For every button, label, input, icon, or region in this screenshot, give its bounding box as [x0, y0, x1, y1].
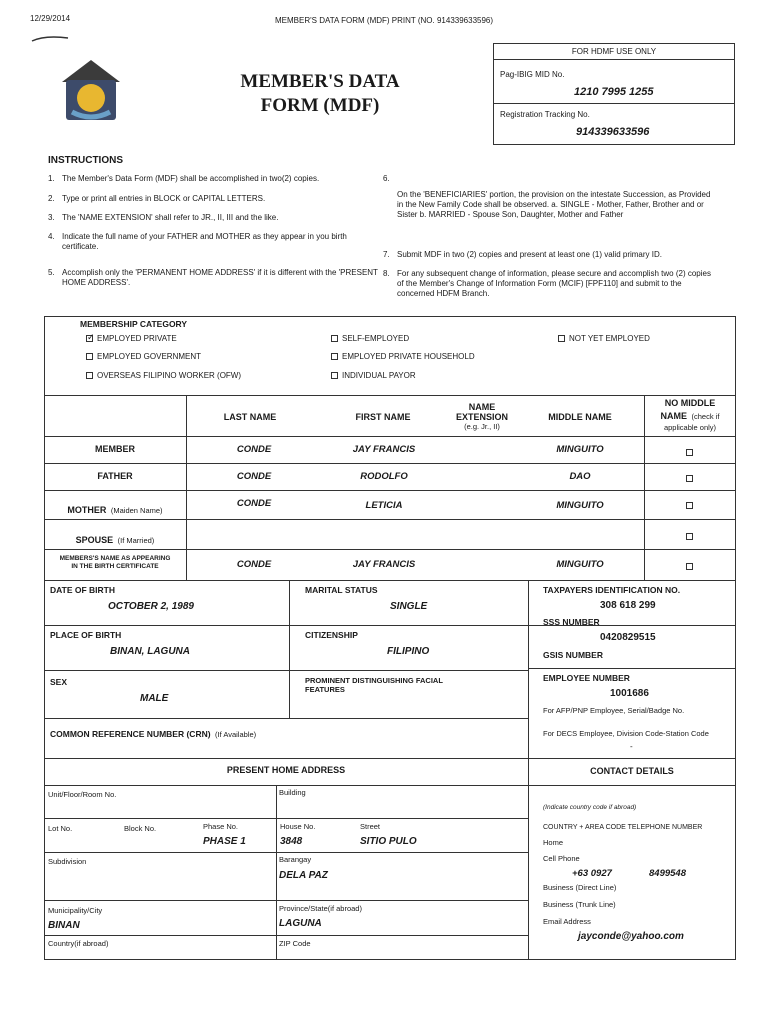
membership-title: MEMBERSHIP CATEGORY — [80, 319, 188, 329]
unit-label: Unit/Floor/Room No. — [48, 790, 117, 799]
checkbox-icon[interactable] — [86, 353, 93, 360]
zip-label: ZIP Code — [279, 939, 311, 948]
option-employed-private-household[interactable]: EMPLOYED PRIVATE HOUSEHOLD — [331, 352, 475, 361]
rtn-label: Registration Tracking No. — [500, 110, 590, 119]
table-row: MEMBER CONDE JAY FRANCIS MINGUITO — [44, 436, 736, 463]
mid-label: Pag-IBIG MID No. — [500, 70, 565, 79]
house-label: House No. — [280, 822, 316, 831]
header-middle-name: MIDDLE NAME — [548, 412, 612, 422]
pob-label: PLACE OF BIRTH — [50, 630, 122, 640]
block-label: Block No. — [124, 824, 157, 833]
table-row: FATHER CONDE RODOLFO DAO — [44, 463, 736, 490]
checkbox-icon[interactable] — [558, 335, 565, 342]
gsis-label: GSIS NUMBER — [543, 650, 603, 660]
cell-phone-number: 8499548 — [649, 868, 686, 879]
hdmf-use-title: FOR HDMF USE ONLY — [571, 47, 657, 56]
tin-label: TAXPAYERS IDENTIFICATION NO. — [543, 585, 681, 595]
house-value: 3848 — [280, 836, 303, 847]
country-label: Country(if abroad) — [48, 939, 109, 948]
print-date: 12/29/2014 — [30, 14, 71, 23]
contact-code-header: COUNTRY + AREA CODE TELEPHONE NUMBER — [543, 824, 703, 831]
present-address-title: PRESENT HOME ADDRESS — [226, 765, 346, 775]
table-row: MOTHER (Maiden Name) CONDE LETICIA MINGUITO — [44, 490, 736, 519]
table-row: SPOUSE (If Married) — [44, 519, 736, 549]
checkbox-icon[interactable] — [686, 449, 693, 456]
instructions-right: 6. On the 'BENEFICIARIES' portion, the provision on the intestate Succession, as Provided in the New Family Code shall be observed. a. SINGLE - Mother, Father, Brother and or Sister b. MARRIED - Spouse Son, Daughter, Mother and Father 7. Submit MDF in two (2) copies and present at least one (1) valid primary ID. 8. For any subsequent change of information, please secure and accomplish two (2) copies of the Member's Change of Information Form (MCIF) [FPF110] and submit to the concerned HDFM Branch. — [383, 174, 711, 298]
decs-value: - — [630, 742, 633, 751]
header-name-extension: NAME EXTENSION (e.g. Jr., II) — [455, 402, 508, 431]
afp-note: For AFP/PNP Employee, Serial/Badge No. — [543, 706, 685, 715]
cell-phone-code: +63 0927 — [572, 868, 612, 879]
option-self-employed[interactable]: SELF-EMPLOYED — [331, 334, 409, 343]
checkbox-icon[interactable] — [331, 353, 338, 360]
checkbox-icon[interactable] — [686, 475, 693, 482]
checkbox-icon[interactable] — [331, 372, 338, 379]
lot-label: Lot No. — [48, 824, 73, 833]
barangay-value: DELA PAZ — [279, 870, 328, 881]
citizenship-label: CITIZENSHIP — [305, 630, 358, 640]
header-first-name: FIRST NAME — [355, 412, 411, 422]
sex-label: SEX — [50, 677, 68, 687]
municipality-label: Municipality/City — [48, 906, 103, 915]
form-title: MEMBER'S DATA FORM (MDF) — [240, 71, 400, 116]
sss-label: SSS NUMBER — [543, 617, 600, 627]
rtn-value: 914339633596 — [576, 126, 650, 138]
municipality-value: BINAN — [48, 920, 80, 931]
header-no-middle-name: NO MIDDLE NAME (check if applicable only) — [660, 398, 720, 432]
subdivision-label: Subdivision — [48, 857, 87, 866]
marital-value: SINGLE — [390, 601, 428, 612]
option-employed-private[interactable]: ✓EMPLOYED PRIVATE — [86, 334, 177, 343]
sss-value: 0420829515 — [600, 632, 656, 643]
facial-label: PROMINENT DISTINGUISHING FACIAL FEATURES — [305, 676, 443, 694]
header-last-name: LAST NAME — [223, 412, 277, 422]
email-value: jayconde@yahoo.com — [578, 931, 684, 942]
decs-note: For DECS Employee, Division Code-Station Code — [543, 729, 709, 738]
checkbox-icon[interactable] — [686, 533, 693, 540]
phase-label: Phase No. — [203, 822, 239, 831]
pob-value: BINAN, LAGUNA — [110, 646, 190, 657]
option-not-yet-employed[interactable]: NOT YET EMPLOYED — [558, 334, 650, 343]
contact-note: (Indicate country code if abroad) — [543, 804, 637, 811]
instructions-left: 1. The Member's Data Form (MDF) shall be accomplished in two(2) copies. 2. Type or print all entries in BLOCK or CAPITAL LETTERS. 3. The 'NAME EXTENSION' shall refer to JR., II, III and the like. 4. Indicate the full name of your FATHER and MOTHER as they appear in you birth certificate. 5. Accomplish only the 'PERMANENT HOME ADDRESS' if it is different with the 'PRESENT HOME ADDRESS'. — [48, 174, 378, 287]
checkbox-icon[interactable] — [331, 335, 338, 342]
employee-number-label: EMPLOYEE NUMBER — [543, 673, 630, 683]
tin-value: 308 618 299 — [600, 600, 656, 611]
option-employed-government[interactable]: EMPLOYED GOVERNMENT — [86, 352, 201, 361]
dob-value: OCTOBER 2, 1989 — [108, 601, 194, 612]
checkbox-icon[interactable] — [86, 335, 93, 342]
signature-mark — [30, 30, 70, 38]
checkbox-icon[interactable] — [86, 372, 93, 379]
phase-value: PHASE 1 — [203, 836, 246, 847]
option-ofw[interactable]: OVERSEAS FILIPINO WORKER (OFW) — [86, 371, 241, 380]
email-label: Email Address — [543, 917, 591, 926]
business-trunk-label: Business (Trunk Line) — [543, 900, 616, 909]
sex-value: MALE — [140, 693, 169, 704]
barangay-label: Barangay — [279, 855, 312, 864]
print-title: MEMBER'S DATA FORM (MDF) PRINT (NO. 914339633596) — [275, 16, 494, 25]
dob-label: DATE OF BIRTH — [50, 585, 116, 595]
contact-details-title: CONTACT DETAILS — [590, 766, 674, 776]
street-value: SITIO PULO — [360, 836, 417, 847]
citizenship-value: FILIPINO — [387, 646, 430, 657]
street-label: Street — [360, 822, 381, 831]
checkbox-icon[interactable] — [686, 563, 693, 570]
cell-phone-label: Cell Phone — [543, 854, 580, 863]
building-label: Building — [279, 788, 306, 797]
province-value: LAGUNA — [279, 918, 322, 929]
home-phone-label: Home — [543, 838, 564, 847]
table-row: MEMBERS'S NAME AS APPEARING IN THE BIRTH CERTIFICATE CONDE JAY FRANCIS MINGUITO — [44, 549, 736, 580]
instructions-title: INSTRUCTIONS — [48, 155, 123, 166]
mid-value: 1210 7995 1255 — [574, 86, 654, 98]
pagibig-logo-icon — [58, 56, 124, 124]
crn-label: COMMON REFERENCE NUMBER (CRN) (If Available) — [50, 729, 257, 739]
checkbox-icon[interactable] — [686, 502, 693, 509]
employee-number-value: 1001686 — [610, 688, 649, 699]
marital-label: MARITAL STATUS — [305, 585, 378, 595]
business-direct-label: Business (Direct Line) — [543, 883, 617, 892]
province-label: Province/State(if abroad) — [279, 904, 362, 913]
option-individual-payor[interactable]: INDIVIDUAL PAYOR — [331, 371, 416, 380]
